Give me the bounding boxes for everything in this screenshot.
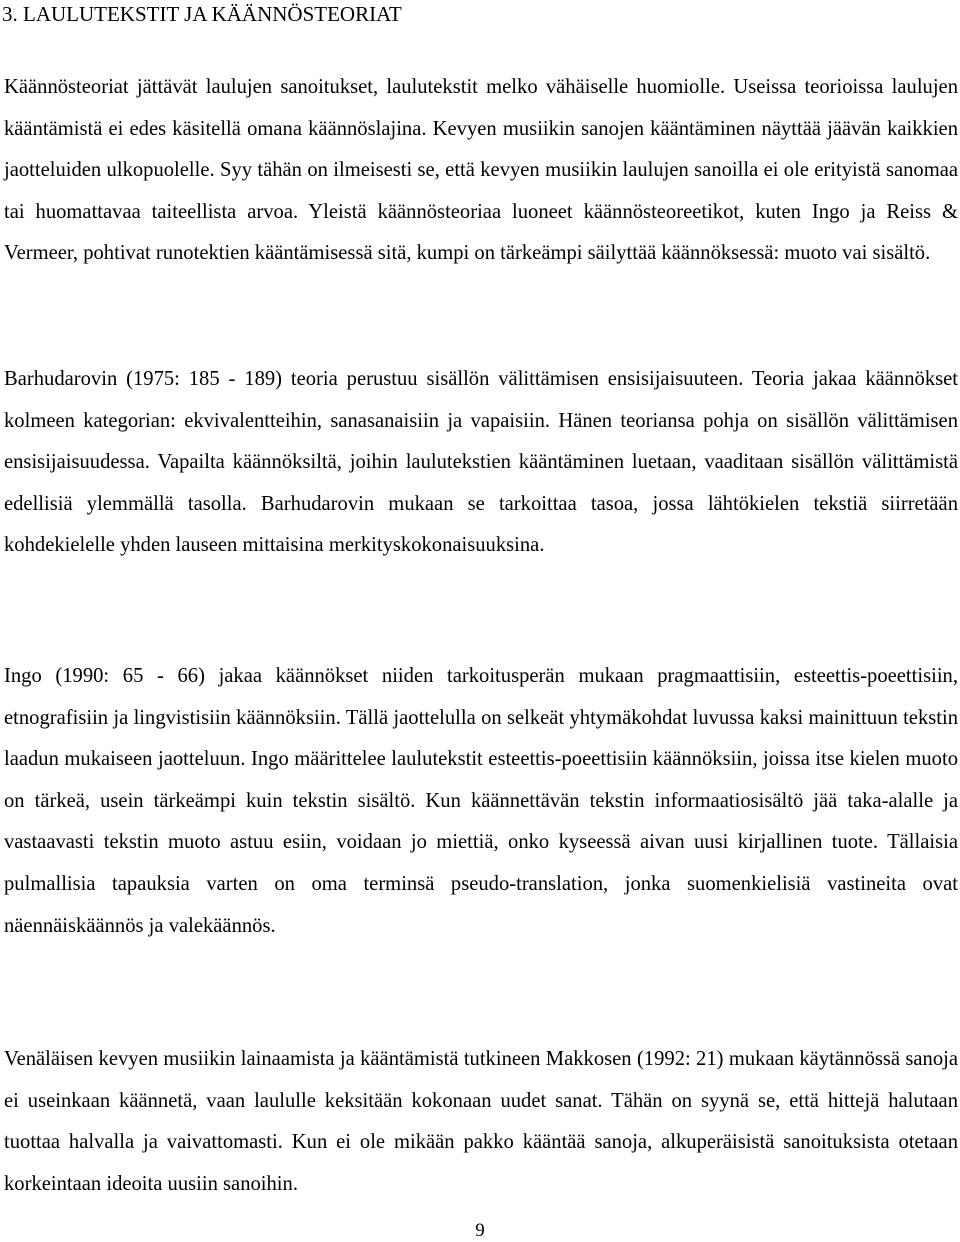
page-number: 9 xyxy=(475,1220,485,1241)
paragraph-2: Barhudarovin (1975: 185 - 189) teoria perustuu sisällön välittämisen ensisijaisuuteen. Teoria jakaa käännökset kolmeen kategorian: ekvivalentteihin, sanasanaisiin ja vapaisiin. Hänen teoriansa pohja on sisällön välittämisen ensisijaisuudessa. Vapailta käännöksiltä, joihin laulutekstien kääntäminen luetaan, vaaditaan sisällön välittämistä edellisiä ylemmällä tasolla. Barhudarovin mukaan se tarkoittaa tasoa, jossa lähtökielen tekstiä siirretään kohdekielelle yhden lauseen mittaisina merkityskokonaisuuksina. xyxy=(4,368,958,557)
paragraph-4: Venäläisen kevyen musiikin lainaamista ja kääntämistä tutkineen Makkosen (1992: 21) mukaan käytännössä sanoja ei useinkaan käännetä, vaan laululle keksitään kokonaan uudet sanat. Tähän on syynä se, että hittejä halutaan tuottaa halvalla ja vaivattomasti. Kun ei ole mikään pakko kääntää sanoja, alkuperäisistä sanoituksista otetaan korkeintaan ideoita uusiin sanoihin. xyxy=(4,1048,958,1195)
paragraph-3: Ingo (1990: 65 - 66) jakaa käännökset niiden tarkoitusperän mukaan pragmaattisiin, esteettis-poeettisiin, etnografisiin ja lingvistisiin käännöksiin. Tällä jaottelulla on selkeät yhtymäkohdat luvussa kaksi mainittuun tekstin laadun mukaiseen jaotteluun. Ingo määrittelee laulutekstit esteettis-poeettisiin käännöksiin, joissa itse kielen muoto on tärkeä, usein tärkeämpi kuin tekstin sisältö. Kun käännettävän tekstin informaatiosisältö jää taka-alalle ja vastaavasti tekstin muoto astuu esiin, voidaan jo miettiä, onko kyseessä aivan uusi kirjallinen tuote. Tällaisia pulmallisia tapauksia varten on oma terminsä pseudo-translation, jonka suomenkielisiä vastineita ovat näennäiskäännös ja valekäännös. xyxy=(4,665,958,937)
paragraph-1: Käännösteoriat jättävät laulujen sanoitukset, laulutekstit melko vähäiselle huomiolle. Useissa teorioissa laulujen kääntämistä ei edes käsitellä omana käännöslajina. Kevyen musiikin sanojen kääntäminen näyttää jäävän kaikkien jaotteluiden ulkopuolelle. Syy tähän on ilmeisesti se, että kevyen musiikin laulujen sanoilla ei ole erityistä sanomaa tai huomattavaa taiteellista arvoa. Yleistä käännösteoriaa luoneet käännösteoreetikot, kuten Ingo ja Reiss & Vermeer, pohtivat runotektien kääntämisessä sitä, kumpi on tärkeämpi säilyttää käännöksessä: muoto vai sisältö. xyxy=(4,76,958,265)
section-heading: 3. LAULUTEKSTIT JA KÄÄNNÖSTEORIAT xyxy=(2,2,402,26)
